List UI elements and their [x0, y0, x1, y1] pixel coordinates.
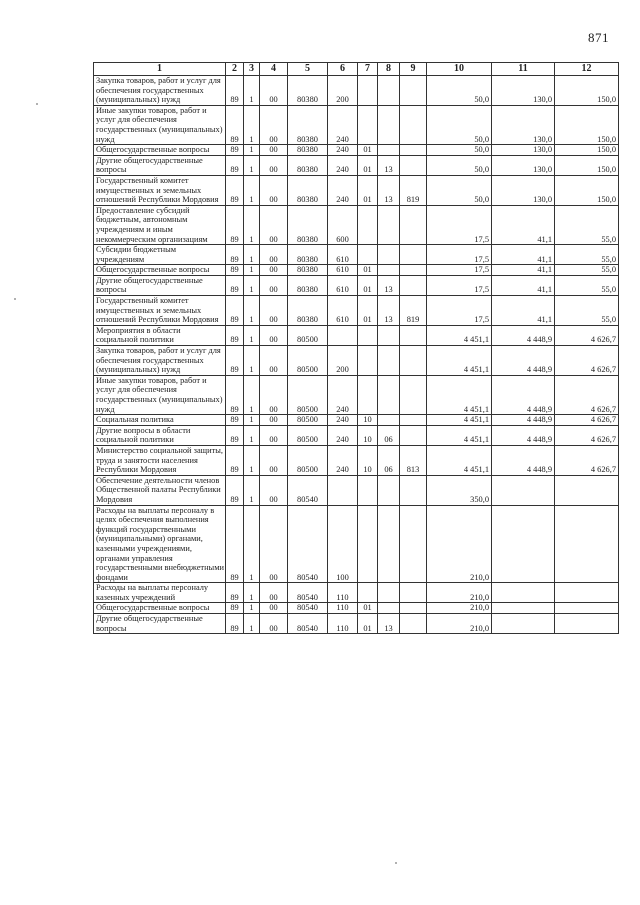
column-header: 6	[328, 63, 358, 76]
code-cell: 89	[226, 375, 244, 414]
code-cell	[400, 475, 427, 505]
code-cell: 89	[226, 603, 244, 614]
code-cell	[378, 583, 400, 603]
code-cell: 00	[260, 603, 288, 614]
code-cell	[400, 76, 427, 106]
table-row	[94, 325, 619, 345]
row-name-cell: Обеспечение деятельности членов Общественной палаты Республики Мордовия	[94, 475, 226, 505]
code-cell: 80500	[288, 325, 328, 345]
code-cell: 00	[260, 346, 288, 376]
code-cell: 00	[260, 205, 288, 244]
code-cell: 1	[244, 205, 260, 244]
code-cell: 1	[244, 296, 260, 326]
code-cell: 00	[260, 155, 288, 175]
code-cell	[358, 505, 378, 583]
code-cell: 00	[260, 415, 288, 426]
code-cell	[358, 105, 378, 144]
amount-cell: 50,0	[427, 76, 492, 106]
code-cell	[400, 415, 427, 426]
code-cell: 89	[226, 105, 244, 144]
row-name-cell: Другие общегосударственные вопросы	[94, 155, 226, 175]
code-cell: 89	[226, 155, 244, 175]
table-row	[94, 275, 619, 295]
row-name-cell: Общегосударственные вопросы	[94, 145, 226, 156]
code-cell: 89	[226, 445, 244, 475]
amount-cell: 50,0	[427, 145, 492, 156]
budget-table	[93, 62, 619, 634]
code-cell: 610	[328, 245, 358, 265]
code-cell	[358, 76, 378, 106]
amount-cell: 41,1	[492, 275, 555, 295]
amount-cell: 210,0	[427, 583, 492, 603]
code-cell	[400, 205, 427, 244]
table-row	[94, 155, 619, 175]
table-row	[94, 614, 619, 634]
code-cell: 1	[244, 245, 260, 265]
row-name-cell: Иные закупки товаров, работ и услуг для обеспечения государственных (муниципальных) нужд	[94, 105, 226, 144]
amount-cell: 17,5	[427, 205, 492, 244]
amount-cell: 350,0	[427, 475, 492, 505]
code-cell: 819	[400, 175, 427, 205]
code-cell	[358, 346, 378, 376]
row-name-cell: Мероприятия в области социальной политики	[94, 325, 226, 345]
amount-cell: 4 451,1	[427, 425, 492, 445]
amount-cell: 130,0	[492, 145, 555, 156]
code-cell: 89	[226, 425, 244, 445]
code-cell: 1	[244, 105, 260, 144]
code-cell: 1	[244, 325, 260, 345]
code-cell: 80380	[288, 245, 328, 265]
code-cell	[400, 603, 427, 614]
code-cell: 10	[358, 445, 378, 475]
code-cell	[400, 275, 427, 295]
code-cell: 01	[358, 265, 378, 276]
code-cell	[378, 245, 400, 265]
amount-cell: 17,5	[427, 245, 492, 265]
code-cell: 00	[260, 145, 288, 156]
row-name-cell: Общегосударственные вопросы	[94, 603, 226, 614]
amount-cell: 55,0	[555, 205, 619, 244]
amount-cell: 130,0	[492, 105, 555, 144]
amount-cell	[492, 603, 555, 614]
table-row	[94, 505, 619, 583]
column-header: 10	[427, 63, 492, 76]
code-cell	[378, 145, 400, 156]
row-name-cell: Социальная политика	[94, 415, 226, 426]
column-header: 11	[492, 63, 555, 76]
code-cell: 00	[260, 475, 288, 505]
row-name-cell: Государственный комитет имущественных и земельных отношений Республики Мордовия	[94, 296, 226, 326]
scan-speck	[14, 298, 16, 300]
amount-cell: 41,1	[492, 265, 555, 276]
code-cell	[378, 603, 400, 614]
code-cell: 80380	[288, 105, 328, 144]
amount-cell: 17,5	[427, 275, 492, 295]
amount-cell: 210,0	[427, 614, 492, 634]
code-cell: 1	[244, 603, 260, 614]
code-cell: 89	[226, 275, 244, 295]
table-row	[94, 475, 619, 505]
table-row	[94, 145, 619, 156]
code-cell	[400, 325, 427, 345]
code-cell: 89	[226, 325, 244, 345]
amount-cell	[492, 475, 555, 505]
table-row	[94, 296, 619, 326]
code-cell	[358, 245, 378, 265]
code-cell: 13	[378, 175, 400, 205]
code-cell: 00	[260, 425, 288, 445]
table-row	[94, 346, 619, 376]
code-cell: 13	[378, 614, 400, 634]
code-cell	[358, 205, 378, 244]
column-header: 12	[555, 63, 619, 76]
amount-cell: 150,0	[555, 145, 619, 156]
code-cell: 100	[328, 505, 358, 583]
code-cell	[400, 245, 427, 265]
row-name-cell: Закупка товаров, работ и услуг для обеспечения государственных (муниципальных) нужд	[94, 76, 226, 106]
code-cell: 10	[358, 415, 378, 426]
amount-cell: 4 451,1	[427, 445, 492, 475]
page-number: 871	[588, 30, 609, 45]
code-cell: 1	[244, 375, 260, 414]
code-cell	[378, 325, 400, 345]
code-cell	[378, 346, 400, 376]
code-cell: 1	[244, 583, 260, 603]
code-cell: 89	[226, 145, 244, 156]
code-cell: 240	[328, 415, 358, 426]
code-cell	[400, 155, 427, 175]
row-name-cell: Расходы на выплаты персоналу казенных учреждений	[94, 583, 226, 603]
code-cell: 80540	[288, 475, 328, 505]
table-row	[94, 445, 619, 475]
code-cell: 01	[358, 155, 378, 175]
amount-cell: 130,0	[492, 155, 555, 175]
code-cell: 06	[378, 445, 400, 475]
column-header: 8	[378, 63, 400, 76]
amount-cell: 50,0	[427, 155, 492, 175]
code-cell: 240	[328, 425, 358, 445]
amount-cell: 4 448,9	[492, 445, 555, 475]
code-cell: 80540	[288, 505, 328, 583]
table-row	[94, 175, 619, 205]
code-cell: 13	[378, 275, 400, 295]
column-header: 3	[244, 63, 260, 76]
amount-cell: 55,0	[555, 265, 619, 276]
code-cell: 01	[358, 175, 378, 205]
amount-cell: 55,0	[555, 296, 619, 326]
amount-cell: 4 448,9	[492, 325, 555, 345]
table-row	[94, 76, 619, 106]
code-cell	[358, 375, 378, 414]
amount-cell	[492, 505, 555, 583]
code-cell	[378, 265, 400, 276]
code-cell	[400, 505, 427, 583]
code-cell	[378, 76, 400, 106]
table-row	[94, 205, 619, 244]
column-header: 5	[288, 63, 328, 76]
table-row	[94, 375, 619, 414]
scan-speck	[36, 103, 38, 105]
code-cell	[400, 265, 427, 276]
amount-cell	[555, 583, 619, 603]
amount-cell: 4 626,7	[555, 346, 619, 376]
amount-cell	[555, 603, 619, 614]
row-name-cell: Закупка товаров, работ и услуг для обеспечения государственных (муниципальных) нужд	[94, 346, 226, 376]
code-cell	[400, 145, 427, 156]
code-cell: 1	[244, 175, 260, 205]
amount-cell: 41,1	[492, 205, 555, 244]
amount-cell	[555, 475, 619, 505]
code-cell	[378, 505, 400, 583]
column-header: 4	[260, 63, 288, 76]
column-header: 2	[226, 63, 244, 76]
code-cell	[378, 205, 400, 244]
code-cell: 13	[378, 296, 400, 326]
code-cell	[328, 475, 358, 505]
code-cell: 610	[328, 296, 358, 326]
code-cell: 00	[260, 275, 288, 295]
amount-cell: 4 451,1	[427, 415, 492, 426]
code-cell: 01	[358, 603, 378, 614]
code-cell: 200	[328, 76, 358, 106]
code-cell: 00	[260, 614, 288, 634]
code-cell: 240	[328, 175, 358, 205]
row-name-cell: Общегосударственные вопросы	[94, 265, 226, 276]
code-cell: 600	[328, 205, 358, 244]
code-cell: 00	[260, 296, 288, 326]
code-cell: 110	[328, 614, 358, 634]
code-cell: 240	[328, 105, 358, 144]
code-cell	[378, 375, 400, 414]
code-cell: 1	[244, 505, 260, 583]
amount-cell: 4 451,1	[427, 325, 492, 345]
code-cell	[400, 346, 427, 376]
code-cell: 00	[260, 175, 288, 205]
amount-cell: 4 626,7	[555, 375, 619, 414]
column-header: 9	[400, 63, 427, 76]
code-cell: 10	[358, 425, 378, 445]
code-cell: 01	[358, 296, 378, 326]
amount-cell	[555, 614, 619, 634]
code-cell: 1	[244, 265, 260, 276]
code-cell: 80500	[288, 445, 328, 475]
amount-cell: 17,5	[427, 265, 492, 276]
code-cell: 610	[328, 275, 358, 295]
code-cell	[400, 614, 427, 634]
code-cell: 110	[328, 603, 358, 614]
code-cell: 89	[226, 245, 244, 265]
code-cell: 01	[358, 145, 378, 156]
amount-cell: 4 451,1	[427, 375, 492, 414]
code-cell: 240	[328, 445, 358, 475]
code-cell: 89	[226, 76, 244, 106]
code-cell: 1	[244, 346, 260, 376]
code-cell: 89	[226, 475, 244, 505]
amount-cell: 55,0	[555, 275, 619, 295]
amount-cell: 55,0	[555, 245, 619, 265]
code-cell: 89	[226, 415, 244, 426]
code-cell: 89	[226, 175, 244, 205]
code-cell: 80380	[288, 205, 328, 244]
amount-cell: 50,0	[427, 175, 492, 205]
code-cell: 80540	[288, 583, 328, 603]
amount-cell: 4 448,9	[492, 425, 555, 445]
code-cell: 1	[244, 145, 260, 156]
amount-cell: 210,0	[427, 505, 492, 583]
amount-cell: 41,1	[492, 245, 555, 265]
code-cell: 1	[244, 275, 260, 295]
amount-cell: 150,0	[555, 155, 619, 175]
code-cell: 00	[260, 375, 288, 414]
code-cell: 80380	[288, 265, 328, 276]
code-cell: 80380	[288, 155, 328, 175]
column-header: 1	[94, 63, 226, 76]
row-name-cell: Субсидии бюджетным учреждениям	[94, 245, 226, 265]
amount-cell: 41,1	[492, 296, 555, 326]
amount-cell: 130,0	[492, 175, 555, 205]
code-cell: 1	[244, 415, 260, 426]
row-name-cell: Предоставление субсидий бюджетным, автономным учреждениям и иным некоммерческим организациям	[94, 205, 226, 244]
row-name-cell: Расходы на выплаты персоналу в целях обеспечения выполнения функций государственными (муниципальными) органами, казенными учреждениями, органами управления государственными внебюджетными фондами	[94, 505, 226, 583]
code-cell: 00	[260, 245, 288, 265]
code-cell: 240	[328, 145, 358, 156]
amount-cell	[492, 614, 555, 634]
table-row	[94, 415, 619, 426]
code-cell: 1	[244, 76, 260, 106]
amount-cell: 150,0	[555, 175, 619, 205]
code-cell: 80500	[288, 346, 328, 376]
row-name-cell: Иные закупки товаров, работ и услуг для обеспечения государственных (муниципальных) нужд	[94, 375, 226, 414]
column-header: 7	[358, 63, 378, 76]
amount-cell	[492, 583, 555, 603]
amount-cell: 130,0	[492, 76, 555, 106]
code-cell: 813	[400, 445, 427, 475]
code-cell: 80500	[288, 375, 328, 414]
code-cell: 80380	[288, 76, 328, 106]
code-cell: 00	[260, 505, 288, 583]
code-cell: 89	[226, 296, 244, 326]
row-name-cell: Другие общегосударственные вопросы	[94, 614, 226, 634]
amount-cell: 150,0	[555, 76, 619, 106]
code-cell: 80380	[288, 275, 328, 295]
code-cell: 1	[244, 155, 260, 175]
amount-cell: 17,5	[427, 296, 492, 326]
code-cell: 89	[226, 346, 244, 376]
row-name-cell: Другие вопросы в области социальной политики	[94, 425, 226, 445]
code-cell: 13	[378, 155, 400, 175]
code-cell	[378, 475, 400, 505]
code-cell: 89	[226, 265, 244, 276]
code-cell: 1	[244, 445, 260, 475]
code-cell: 110	[328, 583, 358, 603]
code-cell: 06	[378, 425, 400, 445]
code-cell	[378, 415, 400, 426]
row-name-cell: Другие общегосударственные вопросы	[94, 275, 226, 295]
scan-speck	[395, 862, 397, 864]
amount-cell: 4 626,7	[555, 425, 619, 445]
row-name-cell: Министерство социальной защиты, труда и занятости населения Республики Мордовия	[94, 445, 226, 475]
amount-cell: 4 451,1	[427, 346, 492, 376]
code-cell: 1	[244, 614, 260, 634]
table-header-row	[94, 63, 619, 76]
code-cell: 80500	[288, 425, 328, 445]
code-cell	[400, 425, 427, 445]
code-cell	[378, 105, 400, 144]
code-cell	[400, 375, 427, 414]
table-row	[94, 583, 619, 603]
code-cell: 200	[328, 346, 358, 376]
code-cell: 00	[260, 583, 288, 603]
code-cell: 80380	[288, 175, 328, 205]
code-cell	[400, 105, 427, 144]
code-cell: 00	[260, 105, 288, 144]
amount-cell: 210,0	[427, 603, 492, 614]
code-cell: 89	[226, 614, 244, 634]
row-name-cell: Государственный комитет имущественных и земельных отношений Республики Мордовия	[94, 175, 226, 205]
code-cell: 1	[244, 425, 260, 445]
amount-cell: 4 448,9	[492, 415, 555, 426]
table-row	[94, 105, 619, 144]
amount-cell: 4 626,7	[555, 325, 619, 345]
code-cell: 80540	[288, 614, 328, 634]
amount-cell: 150,0	[555, 105, 619, 144]
amount-cell: 50,0	[427, 105, 492, 144]
table-row	[94, 425, 619, 445]
code-cell	[358, 325, 378, 345]
code-cell: 240	[328, 155, 358, 175]
amount-cell: 4 626,7	[555, 445, 619, 475]
code-cell: 80500	[288, 415, 328, 426]
code-cell	[400, 583, 427, 603]
code-cell: 89	[226, 505, 244, 583]
code-cell: 819	[400, 296, 427, 326]
code-cell: 00	[260, 265, 288, 276]
code-cell: 00	[260, 445, 288, 475]
code-cell: 80540	[288, 603, 328, 614]
code-cell: 610	[328, 265, 358, 276]
table-row	[94, 245, 619, 265]
code-cell: 1	[244, 475, 260, 505]
table-row	[94, 603, 619, 614]
code-cell: 89	[226, 583, 244, 603]
code-cell	[358, 475, 378, 505]
amount-cell	[555, 505, 619, 583]
amount-cell: 4 448,9	[492, 346, 555, 376]
code-cell	[328, 325, 358, 345]
amount-cell: 4 626,7	[555, 415, 619, 426]
code-cell: 01	[358, 275, 378, 295]
amount-cell: 4 448,9	[492, 375, 555, 414]
code-cell: 01	[358, 614, 378, 634]
code-cell: 80380	[288, 145, 328, 156]
code-cell	[358, 583, 378, 603]
code-cell: 240	[328, 375, 358, 414]
code-cell: 89	[226, 205, 244, 244]
table-row	[94, 265, 619, 276]
code-cell: 80380	[288, 296, 328, 326]
code-cell: 00	[260, 76, 288, 106]
code-cell: 00	[260, 325, 288, 345]
